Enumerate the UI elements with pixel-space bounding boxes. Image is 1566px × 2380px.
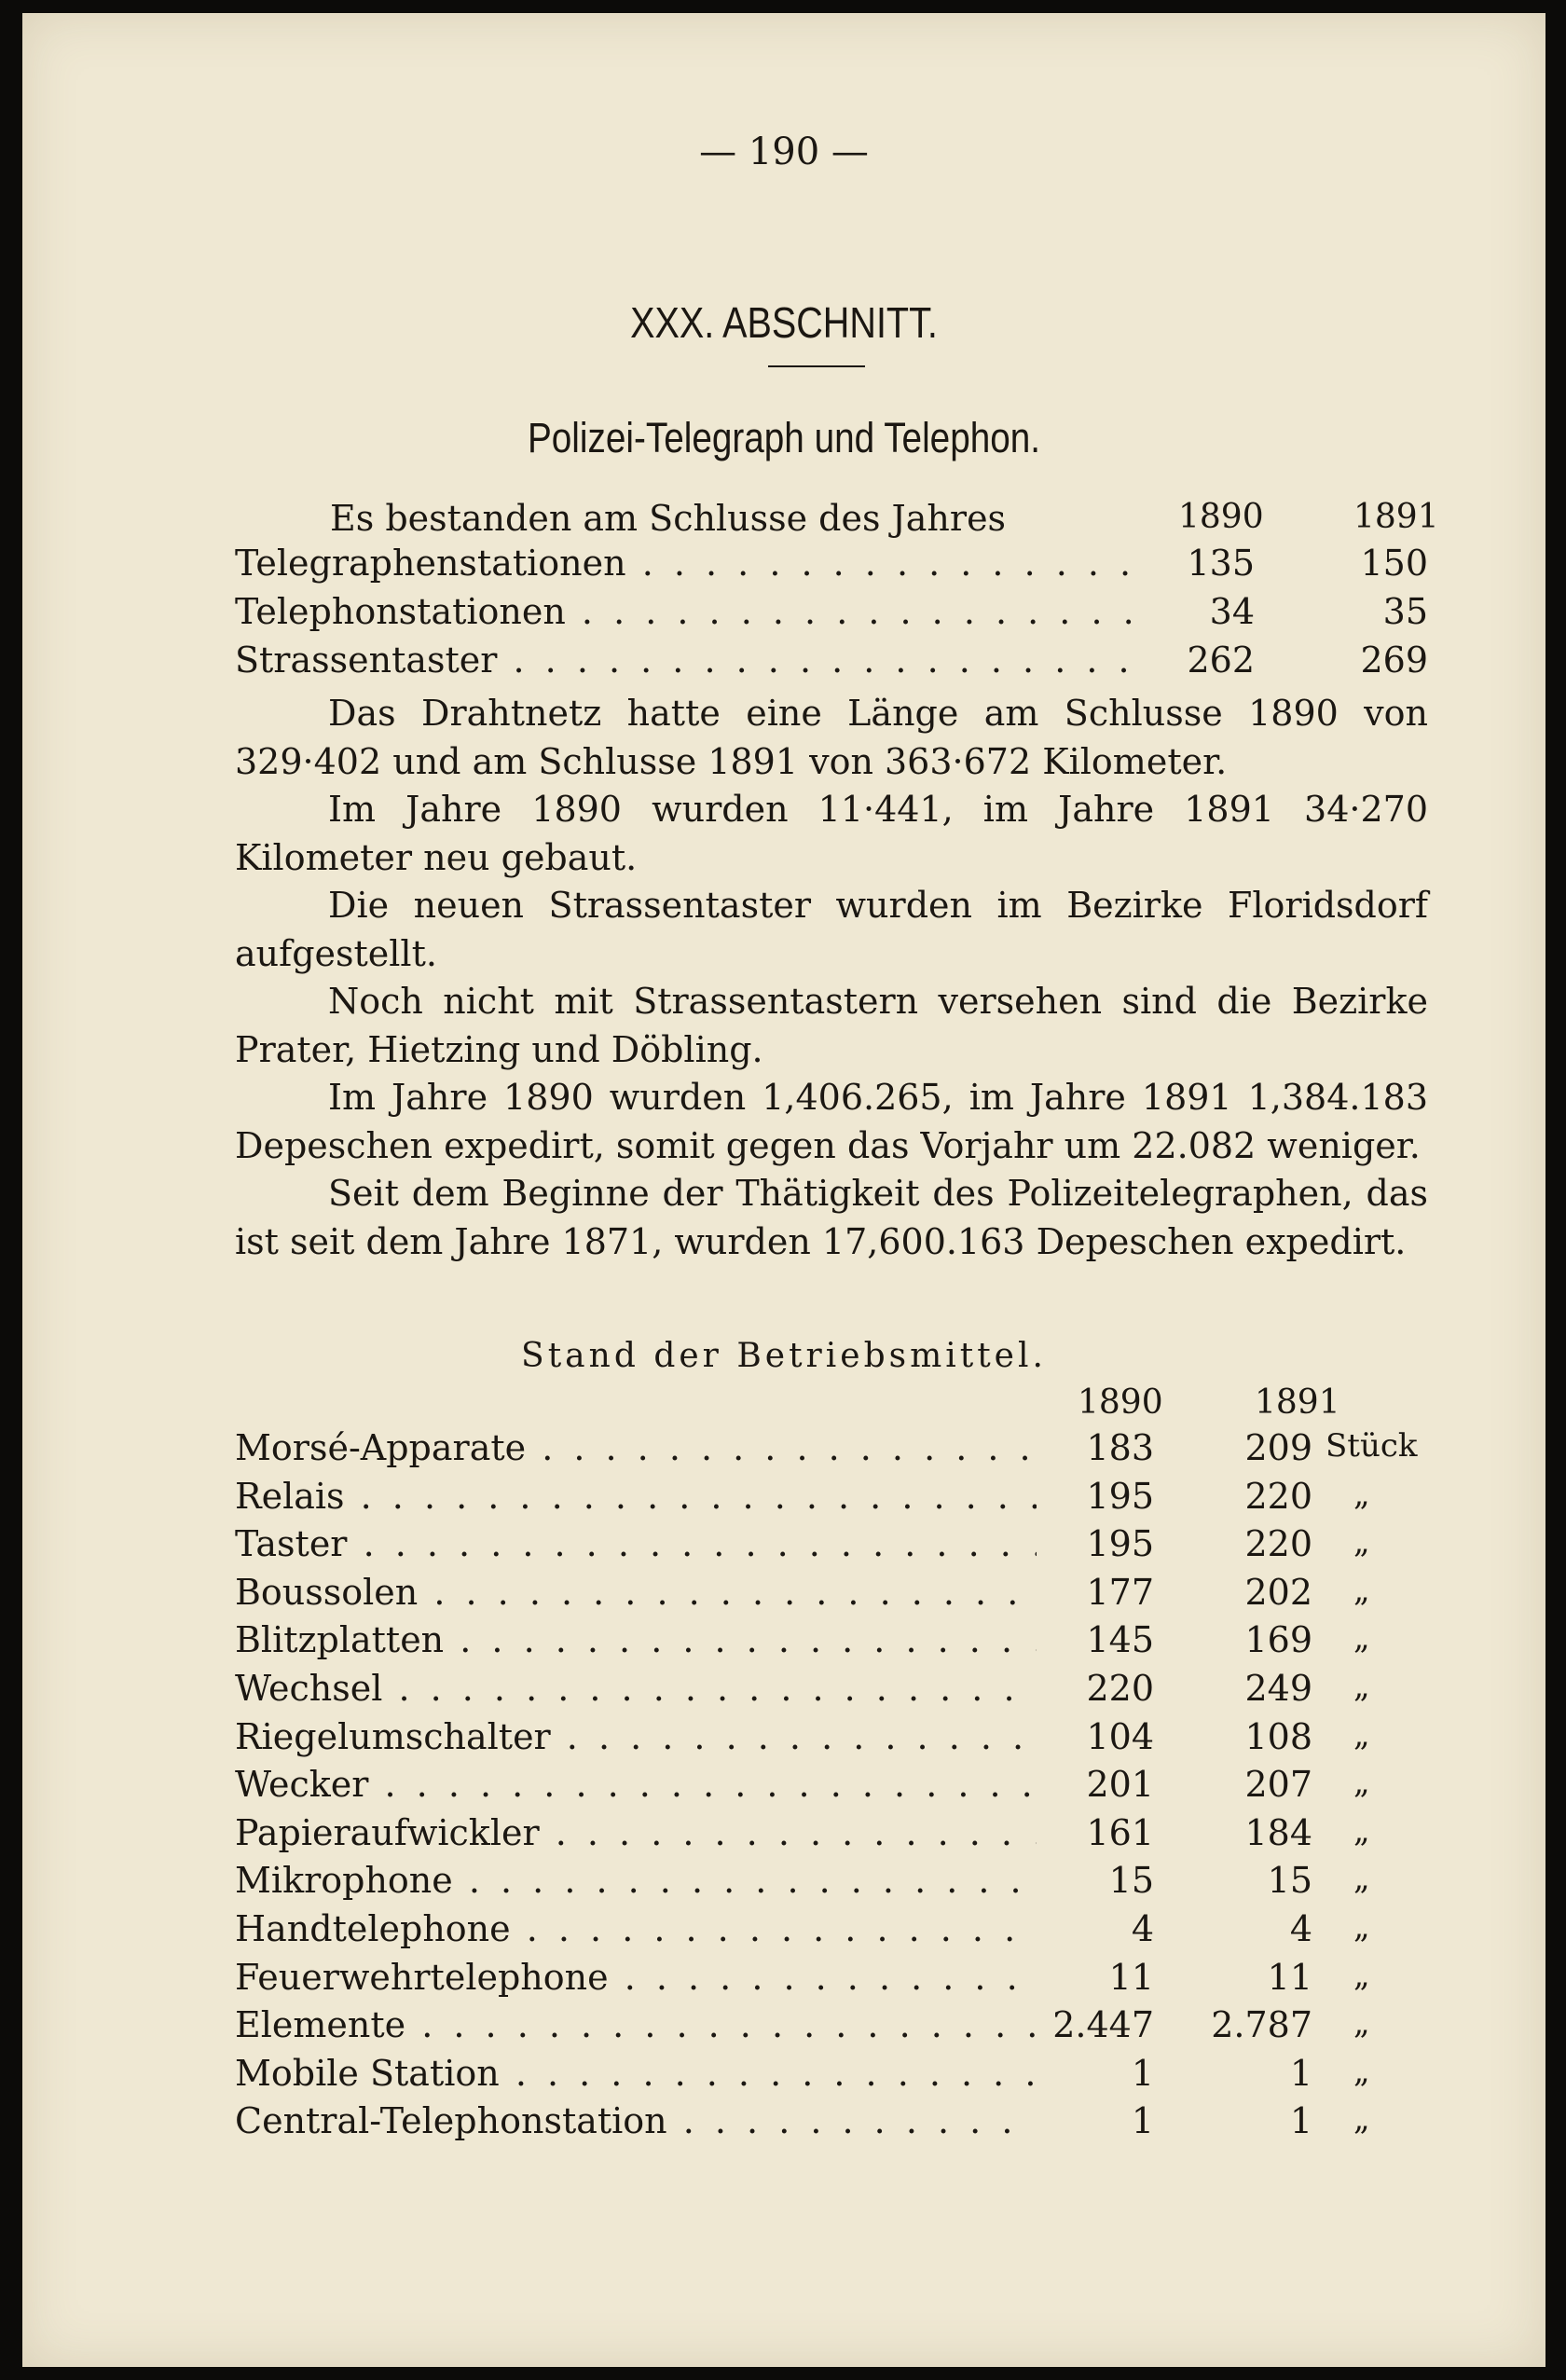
value-1891: 108	[1244, 1716, 1312, 1757]
table-row	[235, 1572, 1428, 1618]
unit-label: „	[1353, 2100, 1370, 2138]
heading-divider	[768, 365, 865, 367]
stations-year-1890: 1890	[1178, 498, 1264, 536]
table-row	[235, 1860, 1428, 1906]
section-subtitle: Polizei-Telegraph und Telephon.	[527, 414, 1041, 461]
value-1890: 195	[1086, 1523, 1154, 1564]
value-1891: 15	[1267, 1860, 1312, 1901]
value-1891: 184	[1244, 1812, 1312, 1853]
paragraph: Die neuen Strassentaster wurden im Bezirke Floridsdorf aufgestellt.	[235, 885, 1428, 974]
unit-label: „	[1353, 1668, 1370, 1705]
stations-intro: Es bestanden am Schlusse des Jahres	[330, 498, 1007, 539]
row-label: Telegraphenstationen . . .	[235, 543, 1139, 584]
equipment-year-1890: 1890	[1078, 1383, 1163, 1422]
value-1890: 11	[1108, 1957, 1154, 1998]
value-1891: 202	[1244, 1572, 1312, 1613]
equipment-year-1891: 1891	[1255, 1383, 1340, 1422]
paragraph: Das Drahtnetz hatte eine Länge am Schlusse 1890 von 329·402 und am Schlusse 1891 von 363·672 Kilometer.	[235, 693, 1428, 782]
row-label: Wecker . . .	[235, 1764, 1037, 1805]
unit-label: „	[1353, 1523, 1370, 1561]
unit-label: „	[1353, 1764, 1370, 1801]
table-row	[235, 1476, 1428, 1522]
unit-label: „	[1353, 1812, 1370, 1850]
value-1890: 1	[1131, 2100, 1154, 2141]
unit-label: „	[1353, 1476, 1370, 1513]
value-1890: 201	[1086, 1764, 1154, 1805]
row-label: Taster . . .	[235, 1523, 1037, 1564]
value-1891: 220	[1244, 1523, 1312, 1564]
table-row	[235, 1957, 1428, 2003]
value-1890: 104	[1086, 1716, 1154, 1757]
value-1890: 262	[1187, 640, 1255, 681]
value-1890: 220	[1086, 1668, 1154, 1709]
paragraph: Seit dem Beginne der Thätigkeit des Polizeitelegraphen, das ist seit dem Jahre 1871, wurden 17,600.163 Depeschen expedirt.	[235, 1173, 1428, 1262]
unit-label: „	[1353, 1619, 1370, 1657]
row-label: Boussolen . . .	[235, 1572, 1037, 1613]
text-body	[235, 690, 1428, 1266]
table-row	[235, 1427, 1428, 1474]
table-row	[235, 1668, 1428, 1714]
value-1890: 183	[1086, 1427, 1154, 1468]
value-1891: 209	[1244, 1427, 1312, 1468]
page-number: — 190 —	[699, 131, 869, 173]
unit-label: „	[1353, 1716, 1370, 1754]
value-1890: 161	[1086, 1812, 1154, 1853]
value-1890: 2.447	[1052, 2004, 1154, 2045]
value-1891: 1	[1289, 2053, 1312, 2094]
value-1890: 4	[1131, 1908, 1154, 1949]
stations-year-1891: 1891	[1353, 498, 1439, 536]
paragraph: Noch nicht mit Strassentastern versehen sind die Bezirke Prater, Hietzing und Döbling.	[235, 981, 1428, 1070]
value-1891: 220	[1244, 1476, 1312, 1517]
value-1890: 195	[1086, 1476, 1154, 1517]
unit-label: „	[1353, 2053, 1370, 2090]
row-label: Mikrophone . . .	[235, 1860, 1037, 1901]
row-label: Elemente . . .	[235, 2004, 1037, 2045]
table-row	[235, 543, 1428, 589]
row-label: Papieraufwickler . . .	[235, 1812, 1037, 1853]
row-label: Riegelumschalter . . .	[235, 1716, 1037, 1757]
unit-label: „	[1353, 1908, 1370, 1946]
table-row	[235, 2100, 1428, 2147]
value-1891: 269	[1360, 640, 1428, 681]
section-heading: XXX. ABSCHNITT.	[630, 298, 938, 347]
value-1890: 15	[1108, 1860, 1154, 1901]
row-label: Strassentaster . . .	[235, 640, 1139, 681]
document-page	[22, 13, 1545, 2367]
equipment-title: Stand der Betriebsmittel.	[521, 1337, 1047, 1375]
value-1891: 4	[1289, 1908, 1312, 1949]
row-label: Wechsel . . .	[235, 1668, 1037, 1709]
table-row	[235, 1812, 1428, 1859]
table-row	[235, 1716, 1428, 1763]
table-row	[235, 2053, 1428, 2099]
table-row	[235, 1523, 1428, 1570]
value-1890: 34	[1209, 591, 1255, 632]
table-row	[235, 1619, 1428, 1666]
value-1891: 249	[1244, 1668, 1312, 1709]
value-1891: 207	[1244, 1764, 1312, 1805]
unit-label: „	[1353, 1860, 1370, 1897]
table-row	[235, 2004, 1428, 2051]
value-1891: 1	[1289, 2100, 1312, 2141]
value-1891: 2.787	[1211, 2004, 1312, 2045]
row-label: Telephonstationen . . .	[235, 591, 1139, 632]
unit-label: Stück	[1326, 1427, 1418, 1465]
value-1890: 135	[1187, 543, 1255, 584]
row-label: Feuerwehrtelephone . . .	[235, 1957, 1037, 1998]
row-label: Relais . . .	[235, 1476, 1037, 1517]
paragraph: Im Jahre 1890 wurden 11·441, im Jahre 1891 34·270 Kilometer neu gebaut.	[235, 789, 1428, 878]
value-1891: 150	[1360, 543, 1428, 584]
value-1891: 11	[1267, 1957, 1312, 1998]
row-label: Mobile Station . . .	[235, 2053, 1037, 2094]
row-label: Central-Telephonstation . . .	[235, 2100, 1037, 2141]
unit-label: „	[1353, 2004, 1370, 2042]
row-label: Handtelephone . . .	[235, 1908, 1037, 1949]
unit-label: „	[1353, 1957, 1370, 1994]
table-row	[235, 591, 1428, 638]
value-1890: 1	[1131, 2053, 1154, 2094]
value-1890: 145	[1086, 1619, 1154, 1660]
value-1890: 177	[1086, 1572, 1154, 1613]
value-1891: 35	[1382, 591, 1428, 632]
table-row	[235, 1764, 1428, 1810]
row-label: Morsé-Apparate . . .	[235, 1427, 1037, 1468]
value-1891: 169	[1244, 1619, 1312, 1660]
row-label: Blitzplatten . . .	[235, 1619, 1037, 1660]
paragraph: Im Jahre 1890 wurden 1,406.265, im Jahre 1891 1,384.183 Depeschen expedirt, somit gegen das Vorjahr um 22.082 weniger.	[235, 1077, 1428, 1166]
unit-label: „	[1353, 1572, 1370, 1609]
table-row	[235, 1908, 1428, 1955]
table-row	[235, 640, 1428, 686]
